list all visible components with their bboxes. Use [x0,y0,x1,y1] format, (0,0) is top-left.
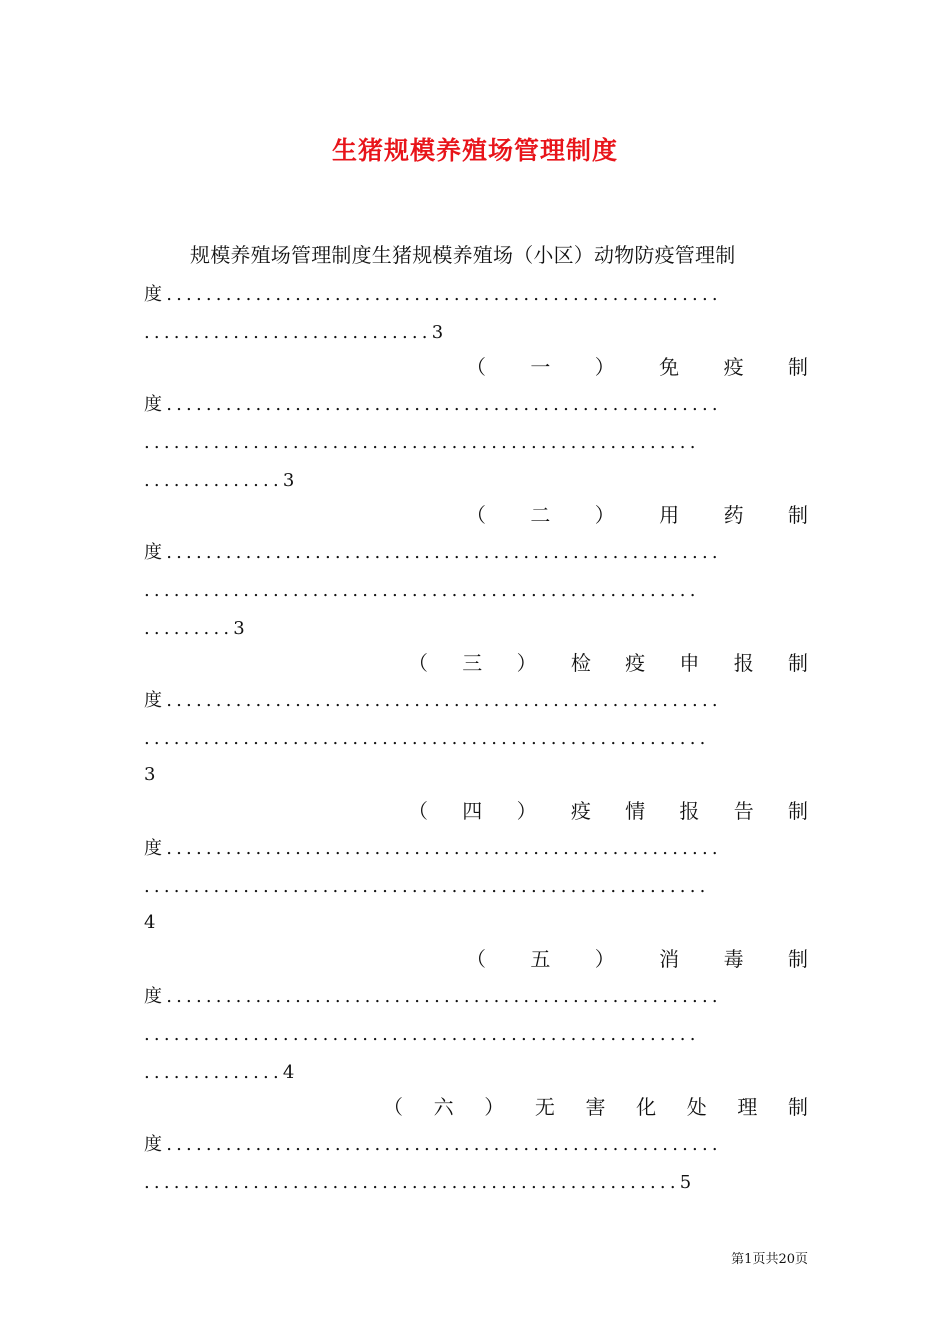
toc-heading-char: 制 [787,355,808,379]
toc-heading-char: 报 [733,651,754,675]
toc-heading-char: 制 [787,503,808,527]
toc-heading-char: 二 [530,503,551,527]
toc-heading-char: 疫 [625,651,646,675]
toc-dots: ........................................................ [144,580,700,601]
toc-page-number: 4 [144,912,160,933]
toc-entry-heading-1 [466,352,808,382]
toc-heading-char: 申 [679,651,700,675]
toc-dots: ........................................................ [144,1024,700,1045]
toc-dots: 度........................................................ [144,1134,722,1155]
toc-heading-char: ） [484,1095,505,1119]
toc-heading-char: （ [408,651,428,675]
toc-heading-char: ） [594,503,615,527]
toc-heading-char: 无 [534,1095,555,1119]
toc-leader-line [144,982,808,1012]
toc-heading-char: 害 [585,1095,606,1119]
toc-leader-line [144,1058,808,1088]
toc-heading-char: （ [466,503,486,527]
toc-heading-char: 检 [570,651,591,675]
document-title: 生猪规模养殖场管理制度 [331,136,618,165]
toc-entry-heading-4 [408,796,808,826]
toc-leader-line [144,466,808,496]
toc-dots: 度........................................................ [144,394,722,415]
toc-heading-char: 消 [659,947,680,971]
toc-leader-line [144,908,808,938]
toc-heading-char: 报 [679,799,700,823]
toc-dots: .............................3 [144,322,448,343]
toc-heading-char: ） [516,651,537,675]
toc-leader-line [144,686,808,716]
page-footer: 第1页共20页 [731,1252,808,1267]
toc-entry-heading-3 [408,648,808,678]
toc-heading-char: （ [383,1095,403,1119]
toc-heading-char: 制 [788,1095,808,1119]
toc-heading-char: 六 [433,1095,454,1119]
toc-heading-char: 用 [659,503,680,527]
toc-dots: ..............3 [144,470,299,491]
toc-dots: 度........................................................ [144,690,722,711]
toc-heading-char: 理 [737,1095,758,1119]
toc-leader-line [144,428,808,458]
toc-heading-char: 告 [733,799,754,823]
toc-dots: 度........................................................ [144,986,722,1007]
toc-heading-char: 五 [530,947,551,971]
toc-dots: ......................................................... [144,728,710,749]
toc-leader-line [144,280,808,310]
toc-heading-char: 药 [723,503,744,527]
toc-leader-line [144,760,808,790]
toc-heading-char: （ [466,355,486,379]
toc-heading-char: 毒 [723,947,744,971]
toc-heading-char: 处 [686,1095,707,1119]
toc-entry-heading-5 [466,944,808,974]
toc-dots: ........................................................ [144,432,700,453]
toc-heading-char: 制 [787,947,808,971]
toc-leader-line [144,1020,808,1050]
toc-dots: ......................................................... [144,876,710,897]
intro-line: 规模养殖场管理制度生猪规模养殖场（小区）动物防疫管理制 [190,243,736,267]
toc-heading-char: 情 [625,799,646,823]
toc-heading-char: 一 [530,355,551,379]
toc-leader-line [144,318,808,348]
toc-leader-line [144,1168,808,1198]
toc-heading-char: 疫 [723,355,744,379]
toc-dots: ......................................................5 [144,1172,696,1193]
toc-heading-char: 免 [659,355,680,379]
toc-dots: 度........................................................ [144,838,722,859]
toc-heading-char: （ [466,947,486,971]
toc-leader-line [144,1130,808,1160]
toc-heading-char: 制 [787,799,808,823]
toc-dots: 度........................................................ [144,284,722,305]
toc-entry-heading-6 [383,1092,808,1122]
toc-heading-char: 制 [787,651,808,675]
toc-heading-char: ） [516,799,537,823]
toc-leader-line [144,538,808,568]
toc-dots: ..............4 [144,1062,299,1083]
toc-dots: .........3 [144,618,249,639]
toc-leader-line [144,614,808,644]
toc-heading-char: ） [594,947,615,971]
toc-leader-line [144,834,808,864]
toc-heading-char: （ [408,799,428,823]
toc-page-number: 3 [144,764,160,785]
toc-leader-line [144,724,808,754]
toc-leader-line [144,390,808,420]
toc-heading-char: ） [594,355,615,379]
toc-leader-line [144,872,808,902]
toc-leader-line [144,576,808,606]
toc-heading-char: 疫 [570,799,591,823]
toc-entry-heading-2 [466,500,808,530]
toc-heading-char: 三 [462,651,483,675]
toc-heading-char: 四 [462,799,483,823]
toc-heading-char: 化 [636,1095,657,1119]
toc-dots: 度........................................................ [144,542,722,563]
